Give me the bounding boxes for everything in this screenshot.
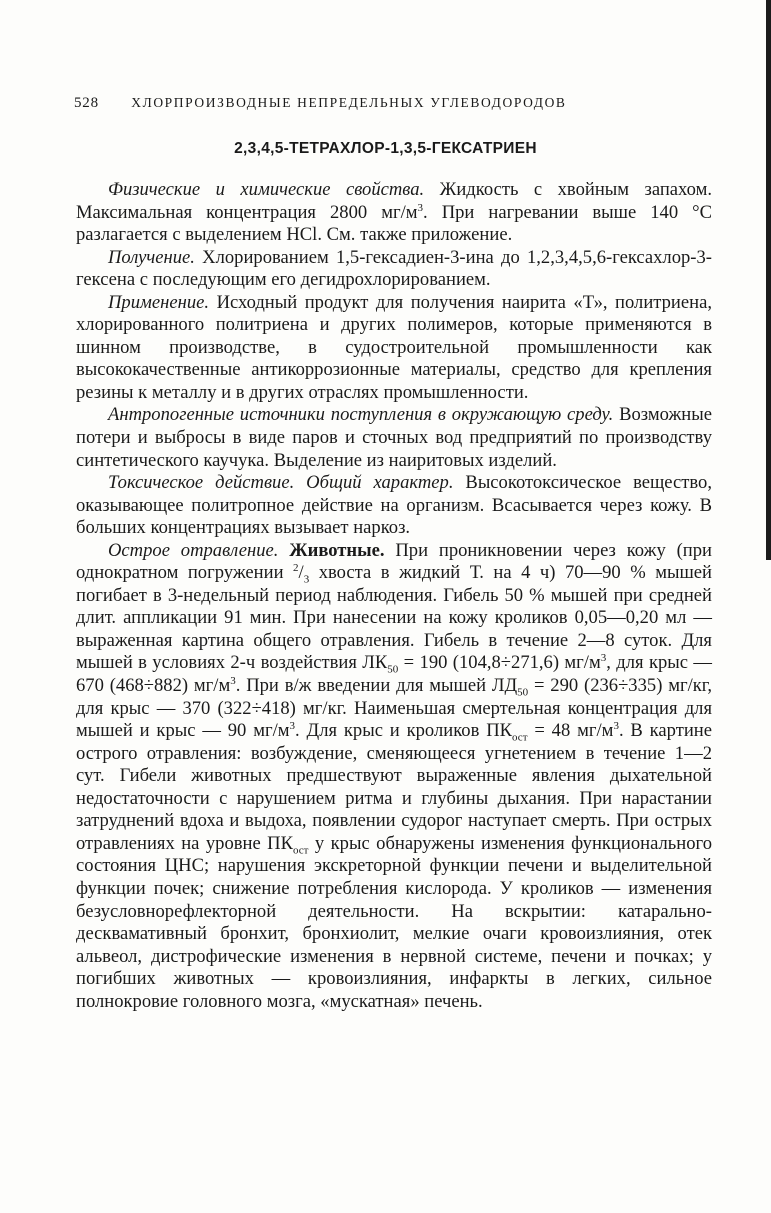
superscript: 3 [289, 719, 296, 732]
paragraph-sources [76, 404, 712, 472]
subscript: 50 [517, 686, 529, 699]
paragraph-text: Высокотоксическое вещество, оказывающее политропное действие на организм. Всасывается через кожу. В больших концентрациях вызывает наркоз. [76, 472, 712, 539]
subscript: ост [293, 844, 309, 857]
paragraph-heading: Острое отравление. [108, 539, 279, 561]
paragraph-heading: Антропогенные источники поступления в окружающую среду. [108, 404, 614, 426]
paragraph-text: Хлорированием 1,5-гексадиен-3-ина до 1,2,3,4,5,6-гексахлор-3-гексена с последующим его дегидрохлорированием. [76, 246, 712, 291]
paragraph-text: Возможные потери и выбросы в виде паров и сточных вод предприятий по производству синтетического каучука. Выделение из наиритовых изделий. [76, 404, 713, 471]
superscript: 3 [600, 652, 607, 665]
paragraph-text: . В картине острого отравления: возбуждение, сменяющееся угнетением в течение 1—2 сут. Гибели животных предшествуют выраженные явления дыхательной недостаточности с нарушением ритма и глубины дыхания. При нарастании затруднений вдоха и выдоха, появлении судорог наступает смерть. При острых отравлениях на уровне ПК [76, 720, 713, 854]
paragraph-physical-properties [76, 179, 712, 247]
section-title: 2,3,4,5-ТЕТРАХЛОР-1,3,5-ГЕКСАТРИЕН [234, 140, 537, 157]
paragraph-text: у крыс обнаружены изменения функционального состояния ЦНС; нарушения экскреторной функции печени и выделительной функции почек; снижение потребления кислорода. У кроликов — изменения безусловнорефлекторной деятельности. На вскрытии: катарально-десквамативный бронхит, бронхиолит, мелкие очаги кровоизлияния, отек альвеол, дистрофические изменения в нервной системе, печени и почках; у погибших животных — кровоизлияния, инфаркты в легких, сильное полнокровие головного мозга, «мускатная» печень. [76, 832, 712, 1012]
page-number: 528 [74, 95, 99, 111]
paragraph-application [76, 292, 712, 405]
paragraph-text: При проникновении через кожу (при однократном погружении [76, 539, 712, 584]
subscript: 50 [387, 664, 399, 677]
paragraph-heading: Получение. [108, 246, 195, 268]
paragraph-heading: Физические и химические свойства. [108, 179, 425, 200]
subheading-animals: Животные. [278, 539, 385, 561]
paragraph-text: . При в/ж введении для мышей ЛД [235, 675, 518, 697]
paragraph-acute-poisoning: Острое отравление. Животные. При проникновении через кожу (при однократном погружении $^2/_3$ хвоста в жидкий Т. на 4 ч) 70—90 % мышей погибает в 3-недельный период наблюдения. Гибель 50 % мышей при средней длит. аппликации 91 мин. При нанесении на кожу кроликов 0,05—0,20 мл — выраженная картина общего отравления. Гибель в течение 2—8 суток. Для мышей в условиях 2-ч воздействия $ЛК_{50} = 190$ (104,8÷271,6) $мг/м^3$, для крыс — 670 (468÷882) $мг/м^3$. При в/ж введении для мышей $ЛД_{50} = 290$ (236÷335) мг/кг, для крыс — 370 (322÷418) мг/кг. Наименьшая смертельная концентрация для мышей и крыс — 90 $мг/м^3$. Для крыс и кроликов $ПК_{ост} = 48$ $мг/м^3$. В картине острого отравления: возбуждение, сменяющееся угнетением в течение 1—2 сут. Гибели животных предшествуют выраженные явления дыхательной недостаточности с нарушением ритма и глубины дыхания. При нарастании затруднений вдоха и выдоха, появлении судорог наступает смерть. При острых отравлениях на уровне $ПК_{ост}$ у крыс обнаружены изменения функционального состояния ЦНС; нарушения экскреторной функции печени и выделительной функции почек; снижение потребления кислорода. У кроликов — изменения безусловнорефлекторной деятельности. На вскрытии: катарально-десквамативный бронхит, бронхиолит, мелкие очаги кровоизлияния, отек альвеол, дистрофические изменения в нервной системе, печени и почках; у погибших животных — кровоизлияния, инфаркты в легких, сильное полнокровие головного мозга, «мускатная» печень. [76, 539, 713, 1012]
article-body [76, 179, 712, 1013]
paragraph-obtaining [76, 247, 712, 292]
superscript: 3 [230, 674, 236, 687]
running-title: ХЛОРПРОИЗВОДНЫЕ НЕПРЕДЕЛЬНЫХ УГЛЕВОДОРОДОВ [131, 95, 567, 110]
superscript: 3 [417, 201, 424, 214]
paragraph-text: . Для крыс и кроликов ПК [295, 720, 513, 742]
fraction-numerator: 2 [293, 562, 299, 575]
page-edge-shadow [766, 0, 771, 560]
paragraph-text: Исходный продукт для получения наирита «Т», политриена, хлорированного политриена и других полимеров, которые применяются в шинном производстве, в судостроительной промышленности как высококачественные антикоррозионные материалы, средство для крепления резины к металлу и в других отраслях промышленности. [76, 291, 712, 403]
paragraph-text: = 190 (104,8÷271,6) мг/м [398, 652, 601, 674]
paragraph-text: , для крыс — 670 (468÷882) мг/м [76, 652, 712, 697]
paragraph-text: . При нагревании выше 140 °С разлагается с выделением HCl. См. также приложение. [76, 201, 713, 246]
fraction-denominator: 3 [303, 574, 310, 587]
superscript: 3 [613, 719, 619, 732]
paragraph-toxic-action [76, 472, 712, 540]
paragraph-text: = 48 мг/м [527, 720, 614, 742]
paragraph-text: хвоста в жидкий Т. на 4 ч) 70—90 % мышей погибает в 3-недельный период наблюдения. Гибель 50 % мышей при средней длит. аппликации 91 мин. При нанесении на кожу кроликов 0,05—0,20 мл — выраженная картина общего отравления. Гибель в течение 2—8 суток. Для мышей в условиях 2-ч воздействия ЛК [76, 562, 712, 674]
running-header [74, 95, 714, 112]
paragraph-text: = 290 (236÷335) мг/кг, для крыс — 370 (322÷418) мг/кг. Наименьшая смертельная концентрация для мышей и крыс — 90 мг/м [76, 675, 712, 742]
paragraph-heading: Применение. [108, 291, 210, 313]
paragraph-text: Жидкость с хвойным запахом. Максимальная концентрация 2800 мг/м [76, 179, 712, 223]
paragraph-heading: Токсическое действие. Общий характер. [108, 472, 454, 494]
subscript: ост [512, 731, 528, 744]
